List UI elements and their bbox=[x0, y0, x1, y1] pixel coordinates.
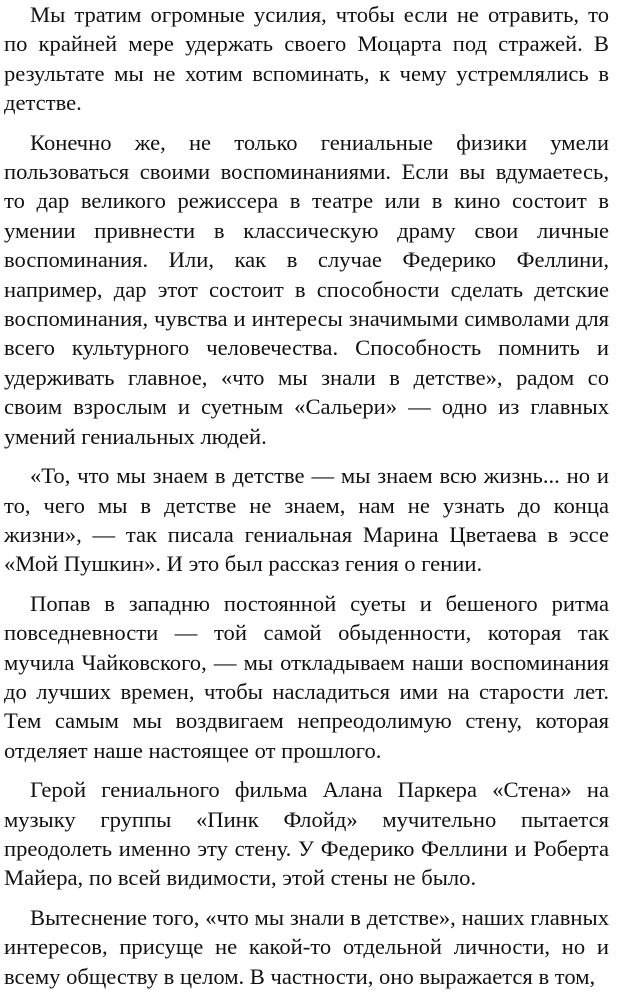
paragraph-6: Вытеснение того, «что мы знали в детстве», наших главных интересов, присуще не какой-то отдельной личности, но и всему обществу в целом. В частности, оно выражается в том, bbox=[4, 904, 609, 989]
paragraph-4: Попав в западню постоянной суеты и бешеного ритма повседневности — той самой обыденности, которая так мучила Чайковского, — мы откладываем наши воспоминания до лучших времен, чтобы насладиться ими на старости лет. Тем самым мы воздвигаем непреодолимую стену, которая отделяет наше настоящее от прошлого. bbox=[4, 590, 609, 763]
paragraph-2: Конечно же, не только гениальные физики умели пользоваться своими воспоминаниями. Если вы вдумаетесь, то дар великого режиссера в театре или в кино состоит в умении привнести в классическую драму свои личные воспоминания. Или, как в случае Федерико Феллини, например, дар этот состоит в способности сделать детские воспоминания, чувства и интересы значимыми символами для всего культурного человечества. Способность помнить и удерживать главное, «что мы знали в детстве», радом со своим взрослым и суетным «Сальери» — одно из главных умений гениальных людей. bbox=[4, 129, 609, 449]
page-text bbox=[4, 0, 609, 1001]
paragraph-5: Герой гениального фильма Алана Паркера «Стена» на музыку группы «Пинк Флойд» мучительно пытается преодолеть именно эту стену. У Федерико Феллини и Роберта Майера, по всей видимости, этой стены не было. bbox=[4, 777, 609, 891]
paragraph-1: Мы тратим огромные усилия, чтобы если не отравить, то по крайней мере удержать своего Моцарта под стражей. В результате мы не хотим вспоминать, к чему устремлялись в детстве. bbox=[4, 2, 609, 116]
paragraph-3: «То, что мы знаем в детстве — мы знаем всю жизнь... но и то, чего мы в детстве не знаем, нам не узнать до конца жизни», — так писала гениальная Марина Цветаева в эссе «Мой Пушкин». И это был рассказ гения о гении. bbox=[4, 463, 609, 577]
